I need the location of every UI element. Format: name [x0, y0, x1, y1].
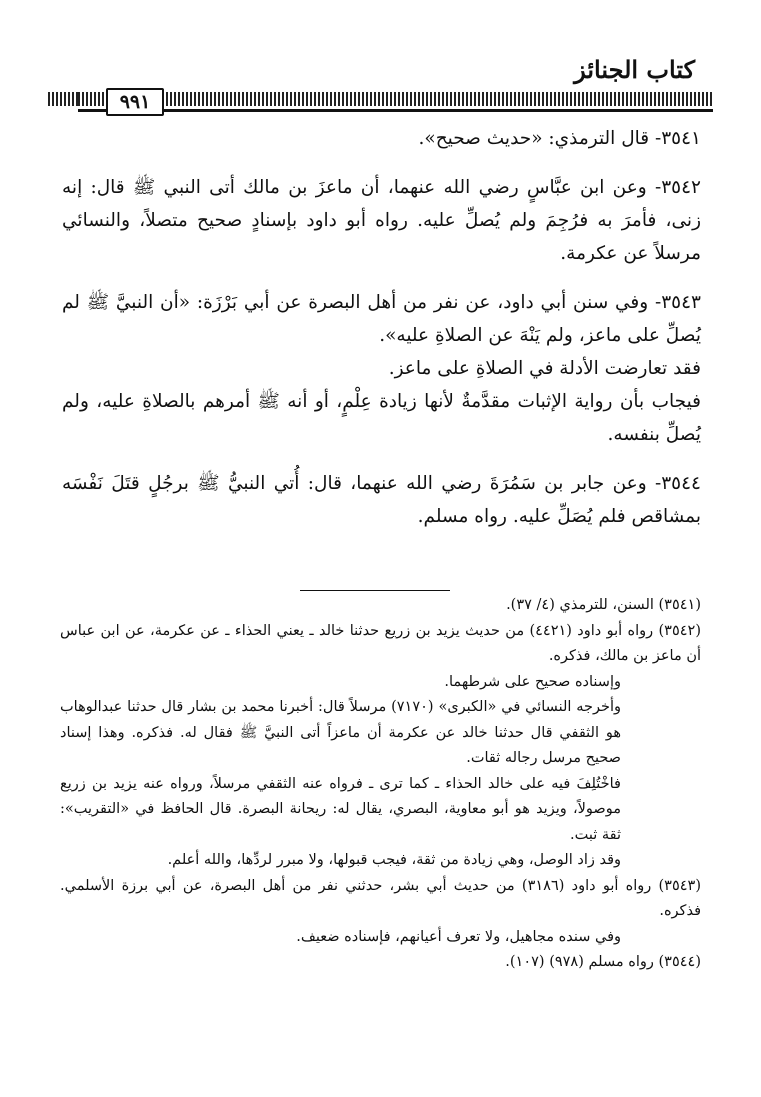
footnotes — [60, 593, 701, 976]
commentary-2: فيجاب بأن رواية الإثبات مقدَّمةٌ لأنها زيادة عِلْمٍ، أو أنه ﷺ أمرهم بالصلاةِ عليه، ولم يُصلِّ بنفسه. — [62, 391, 701, 445]
footnote-rule — [300, 590, 450, 591]
hadith-3541: ٣٥٤١- قال الترمذي: «حديث صحيح». — [418, 128, 701, 149]
hadith-3544: ٣٥٤٤- وعن جابر بن سَمُرَةَ رضي الله عنهما، قال: أُتي النبيُّ ﷺ برجُلٍ قتَلَ نَفْسَه بمشاقص فلم يُصَلِّ عليه. رواه مسلم. — [62, 473, 701, 527]
footnote-3542: (٣٥٤٢) رواه أبو داود (٤٤٢١) من حديث يزيد بن زريع حدثنا خالد ـ يعني الحذاء ـ عن عكرمة، عن ابن عباس أن ماعز بن مالك، فذكره. — [60, 622, 701, 664]
footnote-3544: (٣٥٤٤) رواه مسلم (٩٧٨) (١٠٧). — [505, 954, 701, 970]
commentary-1: فقد تعارضت الأدلة في الصلاةِ على ماعز. — [388, 358, 701, 379]
footnote-3541: (٣٥٤١) السنن، للترمذي (٤/ ٣٧). — [506, 597, 701, 613]
header-rule — [78, 92, 713, 106]
page-number: ٩٩١ — [106, 88, 164, 116]
footnote-3542-note-2: وأخرجه النسائي في «الكبرى» (٧١٧٠) مرسلاً قال: أخبرنا محمد بن بشار قال حدثنا عبدالوهاب هو الثقفي قال حدثنا خالد عن عكرمة أن ماعزاً أتى النبيَّ ﷺ فقال له. فذكره. وهذا إسناد صحيح مرسل رجاله ثقات. — [60, 699, 622, 766]
header-rule-thin — [78, 109, 713, 112]
footnote-3542-note-1: وإسناده صحيح على شرطهما. — [444, 673, 621, 690]
footnote-3543-note-1: وفي سنده مجاهيل، ولا تعرف أعيانهم، فإسناده ضعيف. — [296, 928, 621, 945]
main-text — [62, 122, 701, 533]
book-title: كتاب الجنائز — [574, 55, 695, 84]
footnote-3543: (٣٥٤٣) رواه أبو داود (٣١٨٦) من حديث أبي بشر، حدثني نفر من أهل البصرة، عن أبي برزة الأسلمي. فذكره. — [60, 877, 701, 919]
footnote-3542-note-4: وقد زاد الوصل، وهي زيادة من ثقة، فيجب قبولها، ولا مبرر لردِّها، والله أعلم. — [167, 852, 621, 868]
hadith-3542: ٣٥٤٢- وعن ابن عبَّاسٍ رضي الله عنهما، أن ماعزَ بن مالك أتى النبي ﷺ قال: إنه زنى، فأمرَ به فرُجِمَ ولم يُصلِّ عليه. رواه أبو داود بإسنادٍ صحيح متصلاً، والنسائي مرسلاً عن عكرمة. — [62, 177, 701, 264]
hadith-3543: ٣٥٤٣- وفي سنن أبي داود، عن نفر من أهل البصرة عن أبي بَرْزَة: «أن النبيَّ ﷺ لم يُصلِّ على ماعز، ولم يَنْهَ عن الصلاةِ عليه». — [62, 292, 701, 346]
footnote-3542-note-3: فاخْتُلِفَ فيه على خالد الحذاء ـ كما ترى ـ فرواه عنه الثقفي مرسلاً، ورواه عنه يزيد بن زريع موصولاً، ويزيد هو أبو معاوية، البصري، يقال له: ريحانة البصرة. قال الحافظ في «التقريب»: ثقة ثبت. — [60, 775, 621, 843]
